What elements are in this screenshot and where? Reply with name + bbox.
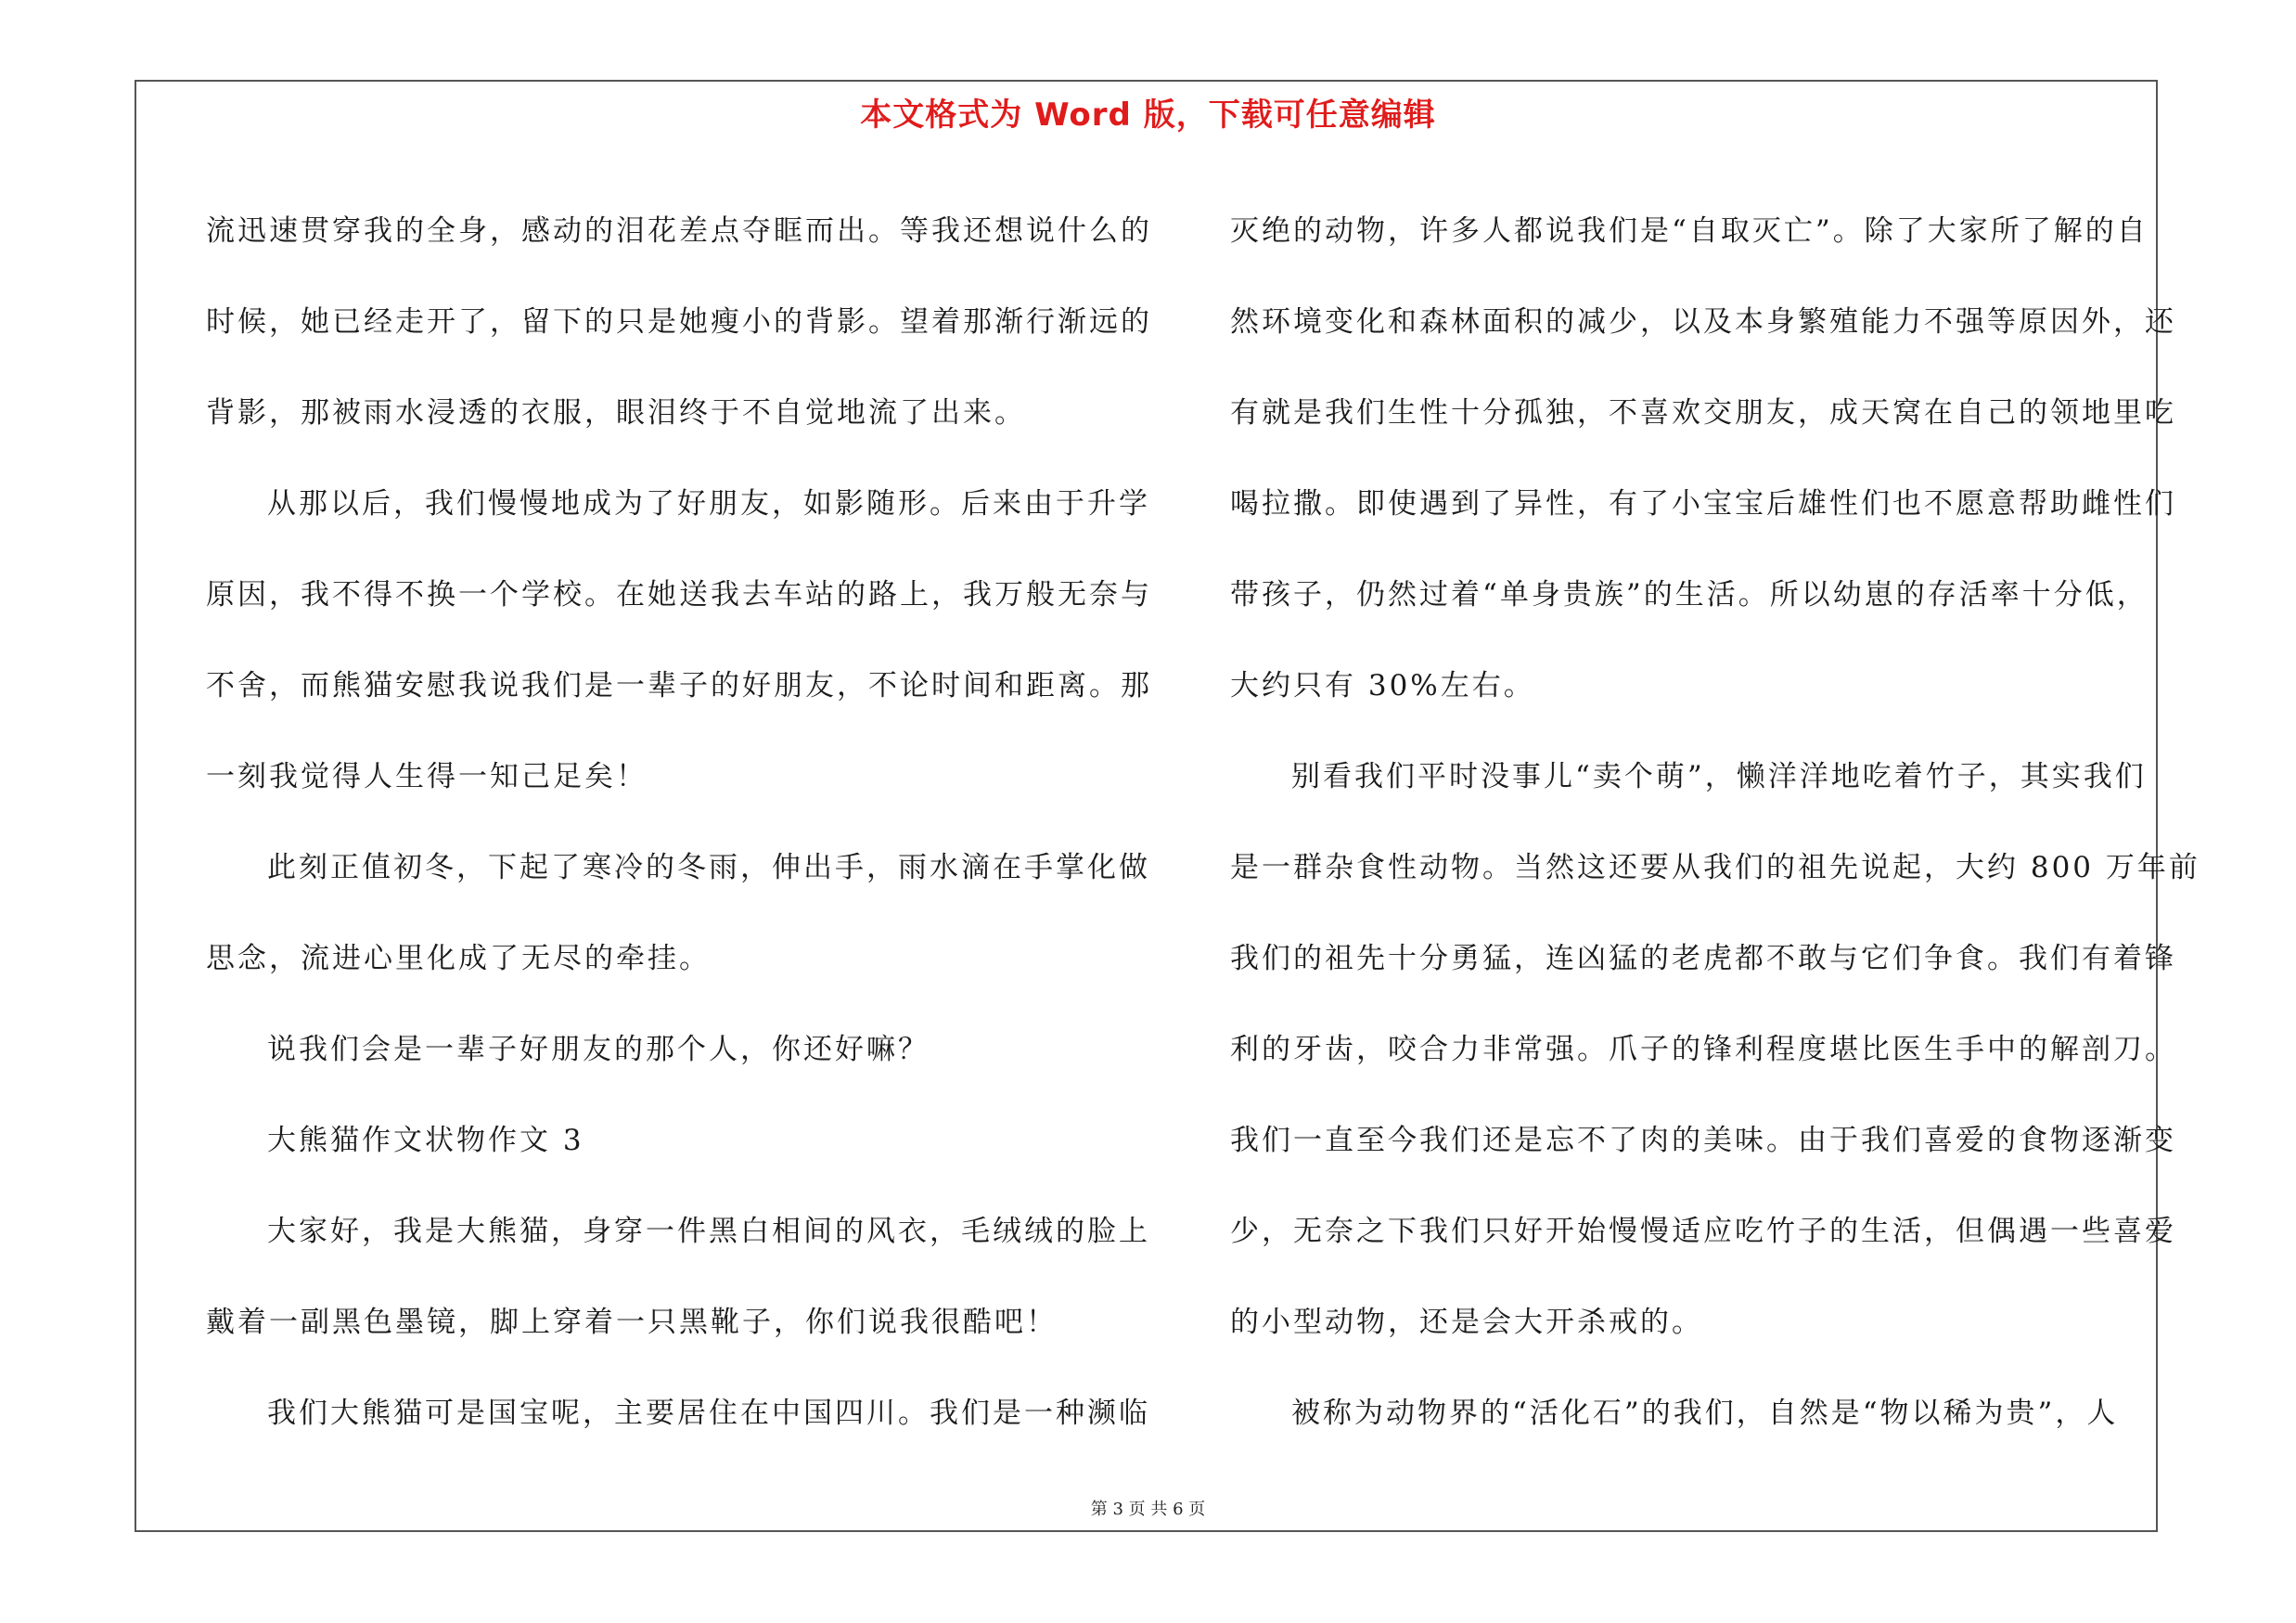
text-line: 戴着一副黑色墨镜，脚上穿着一只黑靴子，你们说我很酷吧！: [206, 1306, 1058, 1339]
text-line: 喝拉撒。即使遇到了异性，有了小宝宝后雄性们也不愿意帮助雌性们: [1230, 487, 2176, 521]
text-line: 时候，她已经走开了，留下的只是她瘦小的背影。望着那渐行渐远的: [206, 305, 1152, 339]
text-line: 大家好，我是大熊猫，身穿一件黑白相间的风衣，毛绒绒的脸上: [267, 1215, 1150, 1248]
text-line: 从那以后，我们慢慢地成为了好朋友，如影随形。后来由于升学: [267, 487, 1150, 521]
text-line: 我们大熊猫可是国宝呢，主要居住在中国四川。我们是一种濒临: [267, 1397, 1150, 1430]
left-text-column: [206, 186, 1152, 1459]
text-line: 被称为动物界的“活化石”的我们，自然是“物以稀为贵”，人: [1291, 1397, 2119, 1430]
text-line: 大约只有 30%左右。: [1230, 669, 1535, 702]
text-line: 不舍，而熊猫安慰我说我们是一辈子的好朋友，不论时间和距离。那: [206, 669, 1152, 702]
text-line: 流迅速贯穿我的全身，感动的泪花差点夺眶而出。等我还想说什么的: [206, 214, 1152, 248]
right-text-column: [1230, 186, 2200, 1459]
text-line: 思念，流进心里化成了无尽的牵挂。: [206, 942, 711, 975]
text-line: 此刻正值初冬，下起了寒冷的冬雨，伸出手，雨水滴在手掌化做: [267, 851, 1150, 884]
text-line: 原因，我不得不换一个学校。在她送我去车站的路上，我万般无奈与: [206, 578, 1152, 612]
text-line: 灭绝的动物，许多人都说我们是“自取灭亡”。除了大家所了解的自: [1230, 214, 2148, 248]
text-line: 别看我们平时没事儿“卖个萌”，懒洋洋地吃着竹子，其实我们: [1291, 760, 2147, 793]
text-line: 我们一直至今我们还是忘不了肉的美味。由于我们喜爱的食物逐渐变: [1230, 1124, 2176, 1157]
section-heading: 大熊猫作文状物作文 3: [267, 1124, 584, 1157]
text-line: 然环境变化和森林面积的减少，以及本身繁殖能力不强等原因外，还: [1230, 305, 2176, 339]
text-line: 少，无奈之下我们只好开始慢慢适应吃竹子的生活，但偶遇一些喜爱: [1230, 1215, 2176, 1248]
page-number-footer: 第 3 页 共 6 页: [1090, 1500, 1206, 1519]
text-line: 是一群杂食性动物。当然这还要从我们的祖先说起，大约 800 万年前: [1230, 851, 2200, 884]
text-line: 我们的祖先十分勇猛，连凶猛的老虎都不敢与它们争食。我们有着锋: [1230, 942, 2176, 975]
text-line: 带孩子，仍然过着“单身贵族”的生活。所以幼崽的存活率十分低，: [1230, 578, 2148, 612]
format-banner: 本文格式为 Word 版，下载可任意编辑: [860, 97, 1436, 134]
text-line: 一刻我觉得人生得一知己足矣！: [206, 760, 648, 793]
text-line: 背影，那被雨水浸透的衣服，眼泪终于不自觉地流了出来。: [206, 396, 1026, 430]
text-line: 有就是我们生性十分孤独，不喜欢交朋友，成天窝在自己的领地里吃: [1230, 396, 2176, 430]
text-line: 的小型动物，还是会大开杀戒的。: [1230, 1306, 1703, 1339]
text-line: 利的牙齿，咬合力非常强。爪子的锋利程度堪比医生手中的解剖刀。: [1230, 1033, 2176, 1066]
text-line: 说我们会是一辈子好朋友的那个人，你还好嘛？: [267, 1033, 930, 1066]
